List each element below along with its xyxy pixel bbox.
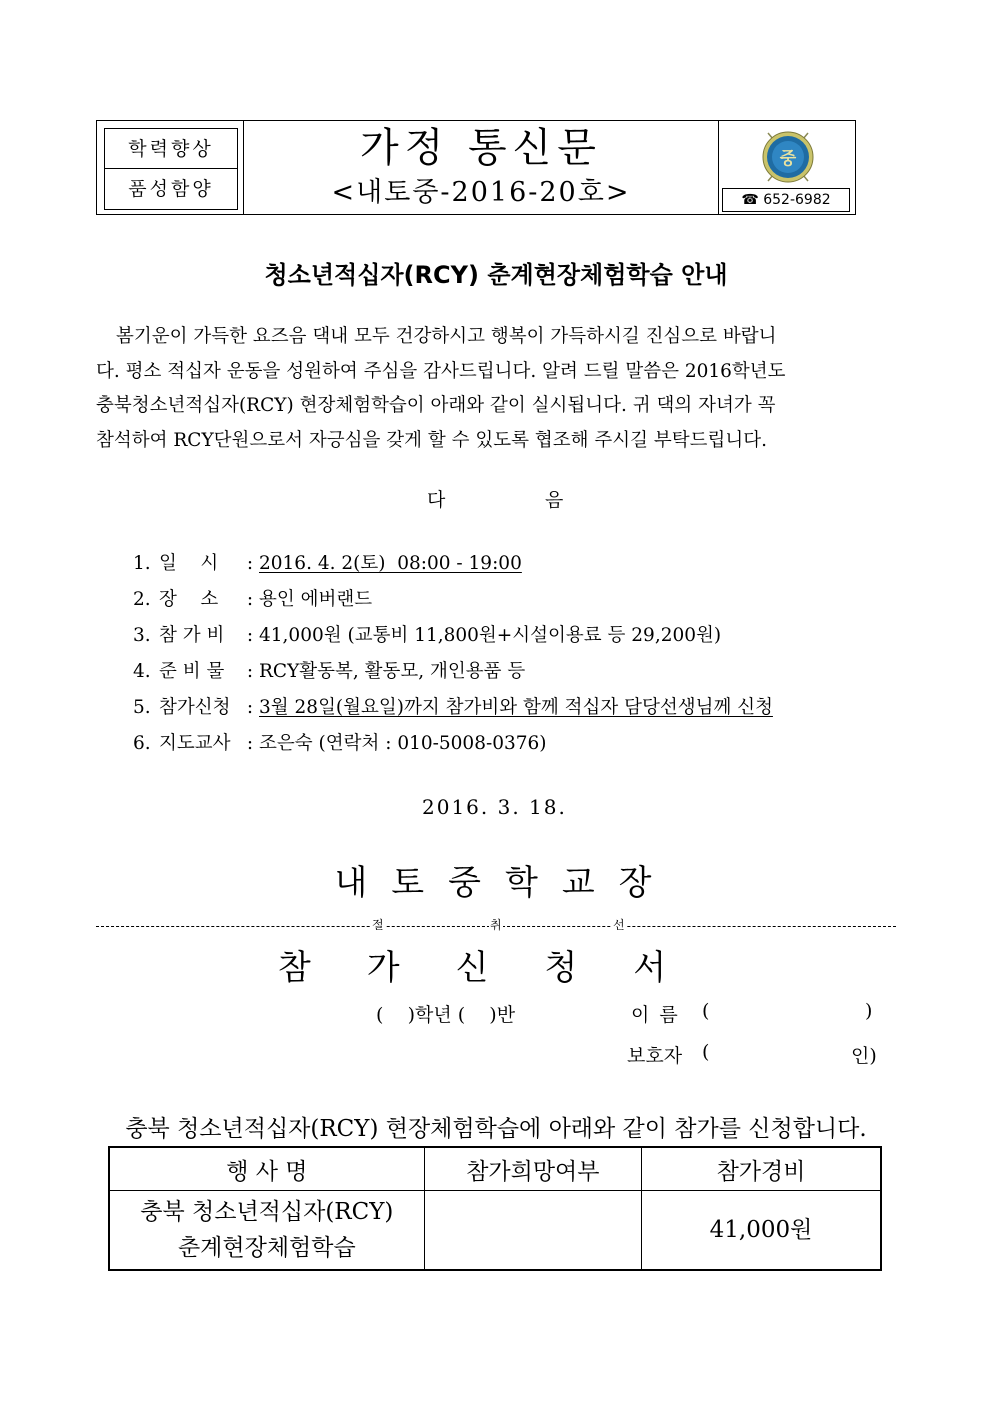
header-divider	[718, 120, 719, 215]
motto-character: 품성함양	[128, 178, 214, 200]
section-marker: 다	[427, 489, 446, 511]
issue-date: 2016. 3. 18.	[422, 795, 567, 819]
participation-cell[interactable]	[424, 1191, 641, 1271]
body-line: 참석하여 RCY단원으로서 자긍심을 갖게 할 수 있도록 협조해 주시길 부탁드립니다.	[96, 429, 767, 451]
body-line: 충북청소년적십자(RCY) 현장체험학습이 아래와 같이 실시됩니다. 귀 댁의 자녀가 꼭	[96, 395, 776, 416]
newsletter-title: 가정 통신문	[360, 125, 602, 171]
detail-item-fee: 3. 참 가 비 : 41,000원 (교통비 11,800원+시설이용료 등 29,200원)	[133, 621, 721, 647]
form-title: 참가신청서	[277, 948, 723, 988]
event-name-line: 춘계현장체험학습	[177, 1235, 356, 1261]
body-line: 봄기운이 가득한 요즈음 댁내 모두 건강하시고 행복이 가득하시길 진심으로 바랍니	[116, 326, 777, 347]
item-label: 지도교사	[159, 733, 231, 754]
item-number: 2.	[133, 589, 151, 610]
item-number: 1.	[133, 553, 151, 574]
item-label: 장 소	[159, 589, 219, 610]
cost-cell: 41,000원	[642, 1191, 881, 1271]
item-value: 조은숙 (연락처 : 010-5008-0376)	[259, 733, 547, 754]
item-label: 일 시	[159, 553, 219, 574]
item-value: 용인 에버랜드	[259, 589, 373, 610]
detail-item-application: 5. 참가신청 : 3월 28일(월요일)까지 참가비와 함께 적십자 담당선생님께 신청	[133, 693, 773, 719]
event-name-line: 충북 청소년적십자(RCY)	[140, 1199, 394, 1225]
table-header: 참가경비	[642, 1147, 881, 1191]
detail-item-place: 2. 장 소 : 용인 에버랜드	[133, 585, 372, 611]
name-label: 이름	[631, 1004, 688, 1026]
notice-body	[96, 320, 896, 458]
grade-class-field[interactable]: ( )학년 ( )반	[376, 1004, 516, 1026]
item-value: RCY활동복, 활동모, 개인용품 등	[259, 661, 526, 682]
school-logo-icon	[754, 125, 822, 187]
body-line: 다. 평소 적십자 운동을 성원하여 주심을 감사드립니다. 알려 드릴 말씀은 2016학년도	[96, 360, 786, 382]
guardian-field-open[interactable]: (	[702, 1041, 710, 1063]
item-value: 2016. 4. 2(토) 08:00 - 19:00	[259, 553, 522, 574]
table-header-row	[109, 1147, 881, 1191]
cut-line-label: 선	[613, 918, 625, 932]
application-statement: 충북 청소년적십자(RCY) 현장체험학습에 아래와 같이 참가를 신청합니다.	[125, 1116, 867, 1142]
motto-academic: 학력향상	[105, 129, 237, 169]
cut-line-label: 취	[490, 918, 502, 932]
motto-box	[104, 128, 238, 210]
issue-number: <내토중-2016-20호>	[331, 177, 631, 208]
detail-item-supplies: 4. 준 비 물 : RCY활동복, 활동모, 개인용품 등	[133, 657, 525, 683]
item-value: 3월 28일(월요일)까지 참가비와 함께 적십자 담당선생님께 신청	[259, 697, 773, 718]
guardian-label: 보호자	[627, 1045, 683, 1067]
notice-heading: 청소년적십자(RCY) 춘계현장체험학습 안내	[264, 261, 728, 289]
detail-item-date: 1. 일 시 : 2016. 4. 2(토) 08:00 - 19:00	[133, 549, 522, 575]
table-header: 행 사 명	[109, 1147, 424, 1191]
item-label: 참가신청	[159, 697, 231, 718]
name-field-open[interactable]: (	[702, 1000, 710, 1022]
table-header: 참가희망여부	[424, 1147, 641, 1191]
name-field-close: )	[865, 1000, 873, 1022]
guardian-seal-mark: 인)	[851, 1045, 877, 1067]
application-table	[108, 1146, 882, 1271]
table-row	[109, 1191, 881, 1271]
cut-line	[96, 918, 896, 932]
item-number: 6.	[133, 733, 151, 754]
phone-number: ☎ 652-6982	[722, 188, 850, 212]
item-number: 4.	[133, 661, 151, 682]
svg-text:중: 중	[779, 149, 797, 169]
section-marker: 음	[545, 489, 564, 511]
item-number: 5.	[133, 697, 151, 718]
event-name-cell	[109, 1191, 424, 1271]
detail-item-teacher: 6. 지도교사 : 조은숙 (연락처 : 010-5008-0376)	[133, 729, 547, 755]
cut-line-label: 절	[372, 918, 384, 932]
item-label: 참 가 비	[159, 625, 225, 646]
item-value: 41,000원 (교통비 11,800원+시설이용료 등 29,200원)	[259, 625, 722, 646]
item-number: 3.	[133, 625, 151, 646]
item-label: 준 비 물	[159, 661, 225, 682]
principal-signature: 내토중학교장	[334, 863, 676, 903]
